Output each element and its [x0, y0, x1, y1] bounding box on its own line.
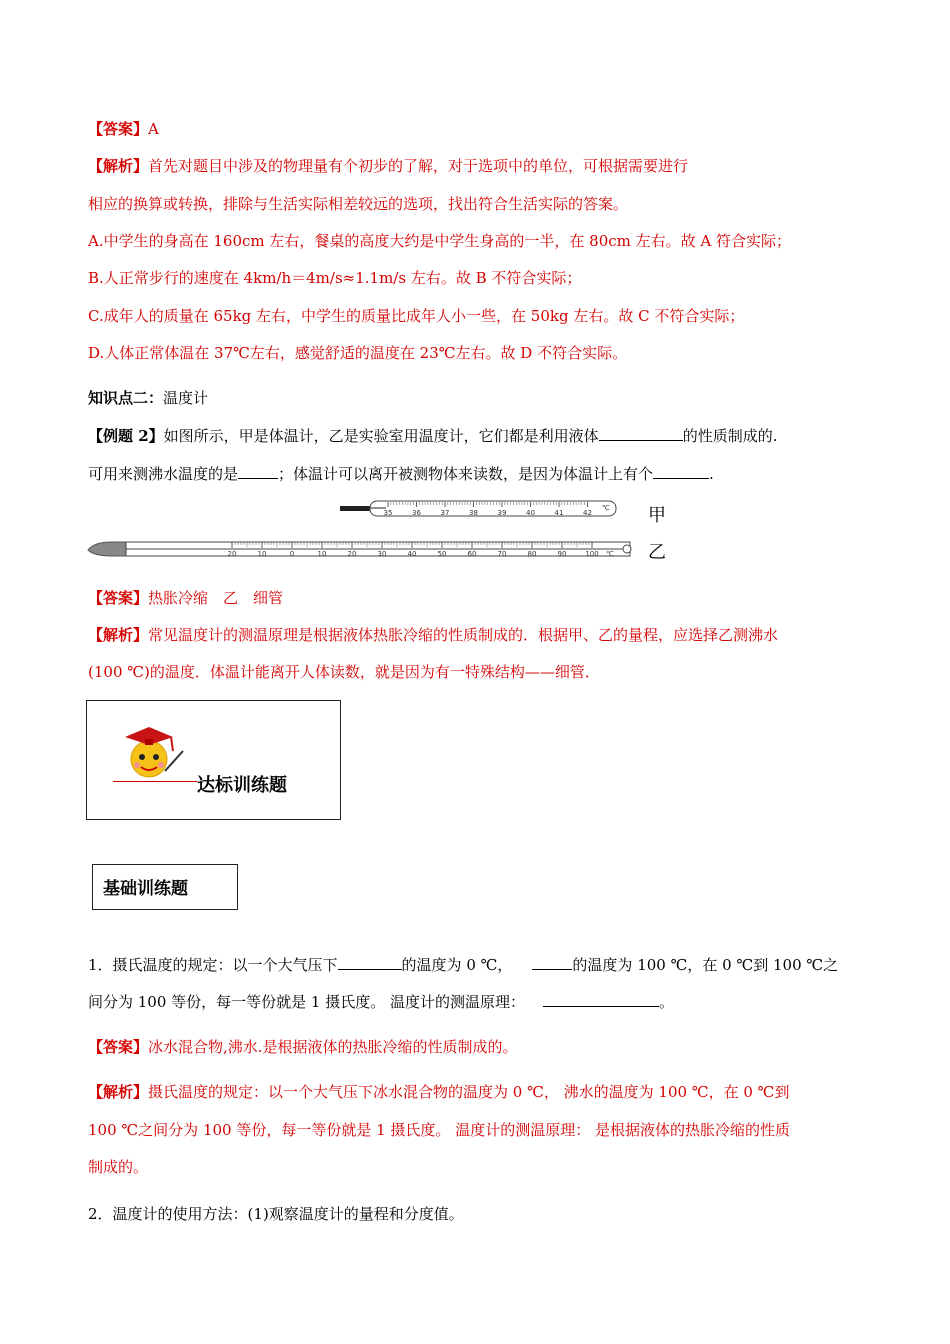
example-text: ；体温计可以离开被测物体来读数，是因为体温计上有个 [278, 465, 654, 483]
clinical-tick-label: 36 [412, 509, 421, 517]
lab-tick-label: 20 [347, 550, 357, 558]
option-c-analysis: C.成年人的质量在 65kg 左右，中学生的质量比成年人小一些，在 50kg 左右。故 C 不符合实际； [88, 307, 745, 325]
option-a-analysis: A.中学生的身高在 160cm 左右，餐桌的高度大约是中学生身高的一半，在 80cm 左右。故 A 符合实际； [88, 232, 792, 250]
analysis3-line-2: 100 ℃之间分为 100 等份，每一等份就是 1 摄氏度。 温度计的测温原理： 是根据液体的热胀冷缩的性质 [88, 1121, 790, 1139]
example-label: 【例题 2】 [88, 427, 164, 445]
analysis-text: 首先对题目中涉及的物理量有个初步的了解，对于选项中的单位，可根据需要进行 [148, 157, 689, 175]
analysis-label: 【解析】 [88, 626, 149, 644]
example-text: 可用来测沸水温度的是 [88, 465, 239, 483]
clinical-tick-label: 35 [383, 509, 393, 517]
answer-value: 热胀冷缩 乙 细管 [148, 589, 284, 607]
knowledge-label: 知识点二： [88, 389, 164, 407]
answer-line-2 [88, 588, 283, 608]
lab-thermometer [88, 542, 631, 558]
analysis-label: 【解析】 [88, 1083, 149, 1101]
knowledge-point-heading [88, 388, 208, 408]
question-text: 间分为 100 等份，每一等份就是 1 摄氏度。 温度计的测温原理： [88, 993, 526, 1011]
analysis-line-2: 相应的换算或转换，排除与生活实际相差较远的选项，找出符合生活实际的答案。 [88, 195, 629, 213]
clinical-tick-label: 41 [554, 509, 564, 517]
knowledge-value: 温度计 [163, 389, 209, 407]
option-b-analysis: B.人正常步行的速度在 4km/h＝4m/s≈1.1m/s 左右。故 B 不符合实际； [88, 269, 582, 287]
clinical-tick-label: 37 [440, 509, 450, 517]
question-text: 1．摄氏温度的规定：以一个大气压下 [88, 956, 338, 974]
blank-3 [653, 464, 709, 479]
analysis-label: 【解析】 [88, 157, 149, 175]
question-text: 。 [659, 993, 675, 1011]
analysis-line-1 [88, 156, 688, 176]
option-d-analysis: D.人体正常体温在 37℃左右，感觉舒适的温度在 23℃左右。故 D 不符合实际。 [88, 344, 628, 362]
lab-tick-label: 70 [497, 550, 507, 558]
answer-value: A [148, 120, 159, 138]
lab-tick-label: 20 [227, 550, 237, 558]
blank-boiling-water [532, 955, 572, 970]
basic-training-title: 基础训练题 [103, 879, 188, 899]
lab-tick-label: 100 [585, 550, 599, 558]
lab-tick-label: 10 [317, 550, 327, 558]
lab-tick-label: 50 [437, 550, 447, 558]
question-text: 的温度为 100 ℃，在 0 ℃到 100 ℃之 [572, 956, 839, 974]
lab-tick-label: 10 [257, 550, 267, 558]
analysis3-line-1 [88, 1082, 789, 1102]
analysis2-line-2: (100 ℃)的温度．体温计能离开人体读数，就是因为有一特殊结构——细管． [88, 663, 600, 681]
example-text: . [709, 465, 714, 483]
example2-line-1 [88, 426, 777, 446]
lab-tick-label: 80 [527, 550, 537, 558]
example-text: 的性质制成的. [682, 427, 778, 445]
analysis-text: 摄氏温度的规定：以一个大气压下冰水混合物的温度为 0 ℃， 沸水的温度为 100 ℃，在 0 ℃到 [148, 1083, 790, 1101]
basic-training-box [92, 864, 238, 910]
label-yi: 乙 [648, 542, 666, 563]
answer-line-1 [88, 119, 159, 139]
answer-label: 【答案】 [88, 1038, 149, 1056]
section-banner [86, 700, 341, 820]
example2-line-2 [88, 464, 714, 484]
lab-tick-label: 90 [557, 550, 567, 558]
thermometer-figure [86, 496, 686, 566]
question-text: 的温度为 0 ℃， [401, 956, 513, 974]
mascot-graduate-icon [115, 721, 195, 783]
example-text: 如图所示，甲是体温计，乙是实验室用温度计，它们都是利用液体 [163, 427, 599, 445]
clinical-unit-label: ℃ [602, 504, 610, 512]
blank-2 [238, 464, 278, 479]
clinical-thermometer [340, 501, 616, 517]
analysis-text: 常见温度计的测温原理是根据液体热胀冷缩的性质制成的．根据甲、乙的量程，应选择乙测沸水 [148, 626, 779, 644]
banner-underline [113, 781, 197, 782]
clinical-tick-label: 38 [469, 509, 478, 517]
question2: 2．温度计的使用方法：(1)观察温度计的量程和分度值。 [88, 1205, 464, 1223]
blank-ice-water [338, 955, 402, 970]
answer-label: 【答案】 [88, 120, 149, 138]
clinical-tick-label: 39 [497, 509, 507, 517]
banner-title: 达标训练题 [197, 775, 287, 796]
lab-unit-label: ℃ [606, 550, 614, 558]
label-jia: 甲 [648, 505, 666, 526]
answer-value: 冰水混合物,沸水.是根据液体的热胀冷缩的性质制成的。 [148, 1038, 518, 1056]
lab-tick-label: 0 [289, 550, 295, 558]
analysis2-line-1 [88, 625, 778, 645]
blank-1 [599, 426, 683, 441]
clinical-tick-label: 40 [526, 509, 535, 517]
blank-principle [543, 992, 659, 1007]
question1-line-1 [88, 955, 838, 975]
lab-tick-label: 30 [377, 550, 387, 558]
answer-line-3 [88, 1037, 518, 1057]
clinical-tick-label: 42 [583, 509, 592, 517]
question1-line-2 [88, 992, 674, 1012]
lab-tick-label: 60 [467, 550, 477, 558]
lab-tick-label: 40 [407, 550, 417, 558]
analysis3-line-3: 制成的。 [88, 1158, 149, 1176]
answer-label: 【答案】 [88, 589, 149, 607]
